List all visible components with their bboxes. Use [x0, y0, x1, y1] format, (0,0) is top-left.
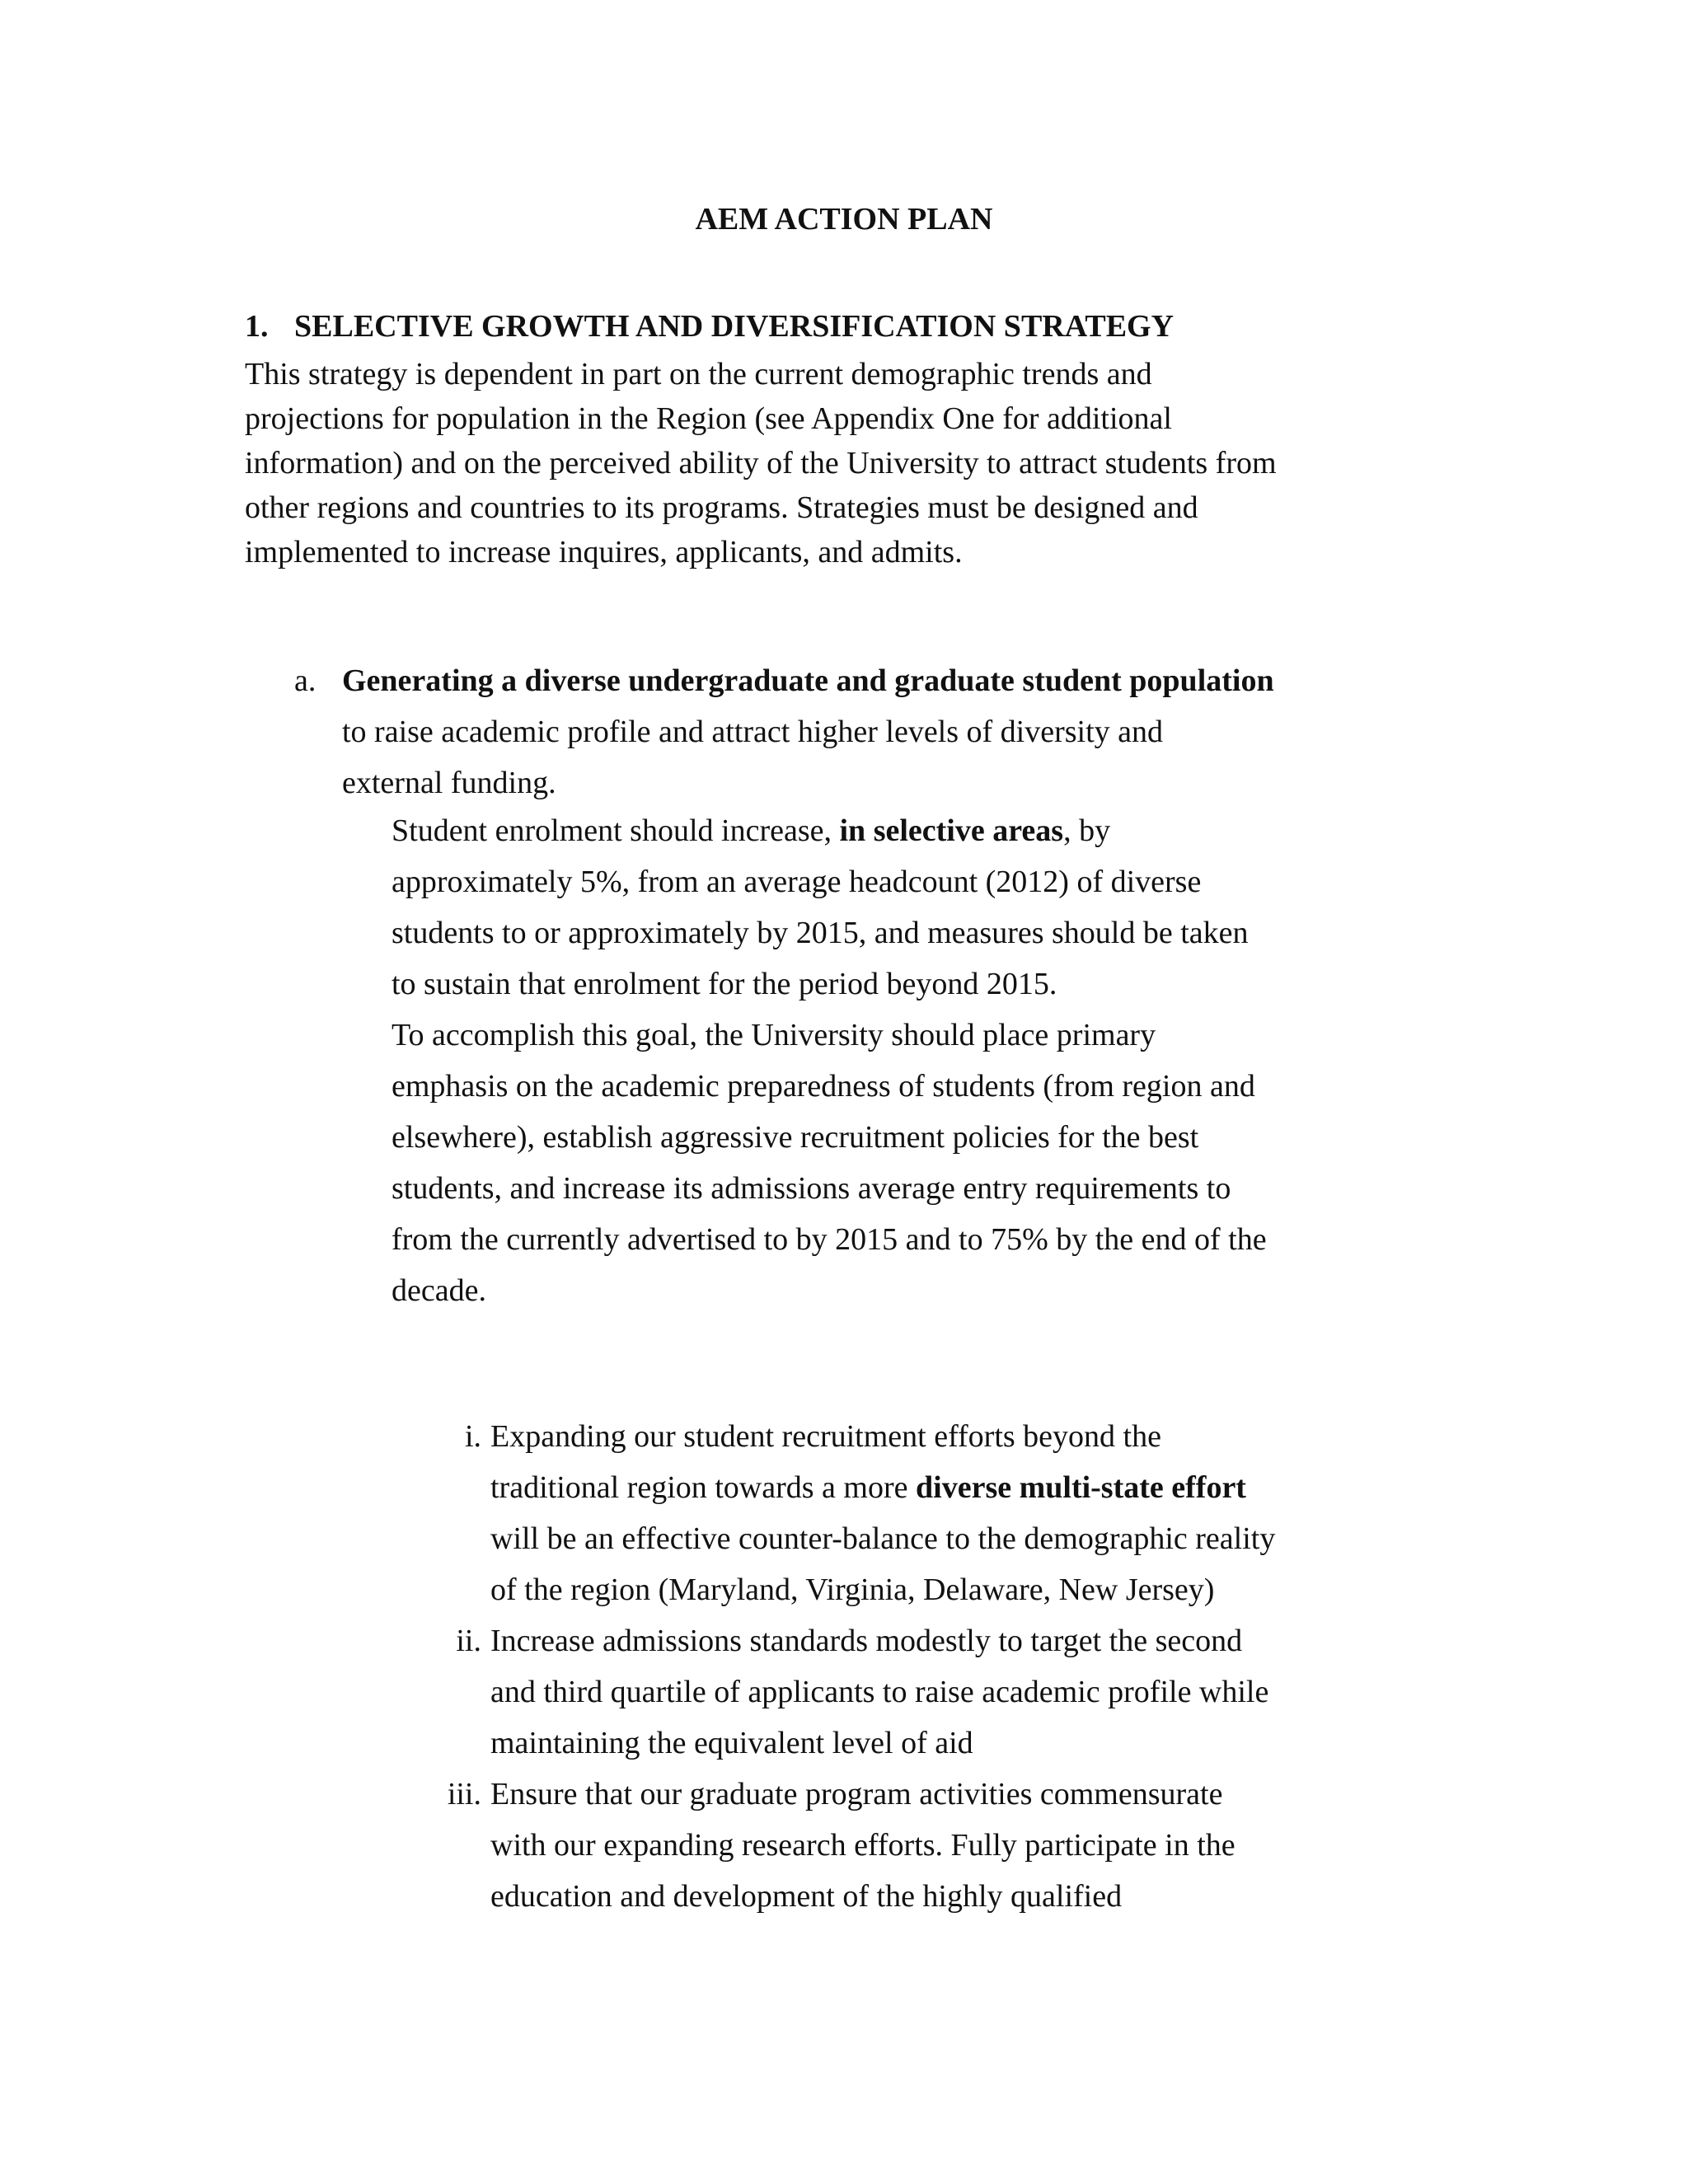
- list-item-line: education and development of the highly qualified: [490, 1879, 1123, 1914]
- list-item-line: with our expanding research efforts. Fully participate in the: [490, 1828, 1236, 1863]
- list-item: [412, 1411, 1484, 1615]
- intro-line: This strategy is dependent in part on the current demographic trends and: [245, 357, 1152, 391]
- section-intro: [245, 352, 1465, 574]
- subsection-a-bold-lead: Generating a diverse undergraduate and graduate student population: [342, 663, 1274, 698]
- subsection-a-line: to raise academic profile and attract higher levels of diversity and: [342, 715, 1164, 749]
- intro-line: projections for population in the Region (see Appendix One for additional: [245, 401, 1172, 436]
- paragraph-line: To accomplish this goal, the University should place primary: [392, 1018, 1156, 1052]
- list-item-line: Expanding our student recruitment efforts beyond the: [490, 1419, 1161, 1454]
- paragraph-enrolment: [392, 805, 1479, 1010]
- roman-list: [412, 1411, 1484, 1922]
- subsection-a-line: external funding.: [342, 766, 556, 800]
- paragraph-line: from the currently advertised to by 2015 and to 75% by the end of the: [392, 1222, 1267, 1257]
- paragraph-text: Student enrolment should increase,: [392, 813, 840, 848]
- intro-line: implemented to increase inquires, applicants, and admits.: [245, 535, 963, 569]
- document-title: AEM ACTION PLAN: [695, 202, 993, 237]
- section-number: 1.: [245, 309, 269, 344]
- list-item: [412, 1769, 1484, 1922]
- paragraph-goal: [392, 1010, 1479, 1316]
- paragraph-line: decade.: [392, 1273, 486, 1308]
- subsection-a-body: [342, 655, 1496, 808]
- list-item-line: [490, 1462, 1484, 1513]
- list-item-marker: ii.: [456, 1624, 481, 1658]
- paragraph-line: emphasis on the academic preparedness of students (from region and: [392, 1069, 1255, 1104]
- list-item-marker: iii.: [447, 1777, 481, 1811]
- list-item-line: and third quartile of applicants to raise academic profile while: [490, 1675, 1269, 1709]
- list-item-line: maintaining the equivalent level of aid: [490, 1726, 973, 1760]
- intro-line: information) and on the perceived ability of the University to attract students from: [245, 446, 1277, 480]
- list-item-line: Ensure that our graduate program activities commensurate: [490, 1777, 1223, 1811]
- list-item-marker: i.: [464, 1419, 481, 1454]
- subsection-marker: a.: [294, 663, 316, 698]
- list-item: [412, 1615, 1484, 1769]
- paragraph-bold-text: in selective areas: [839, 813, 1064, 848]
- list-item-bold-text: diverse multi-state effort: [916, 1470, 1246, 1505]
- list-item-line: Increase admissions standards modestly to target the second: [490, 1624, 1243, 1658]
- list-item-line: will be an effective counter-balance to the demographic reality: [490, 1521, 1276, 1556]
- section-heading-text: SELECTIVE GROWTH AND DIVERSIFICATION STRATEGY: [294, 309, 1175, 344]
- paragraph-line: students, and increase its admissions average entry requirements to: [392, 1171, 1231, 1206]
- paragraph-line: elsewhere), establish aggressive recruitment policies for the best: [392, 1120, 1199, 1155]
- paragraph-text: , by: [1063, 813, 1111, 848]
- list-item-text: traditional region towards a more: [490, 1470, 917, 1505]
- paragraph-line: [392, 805, 1479, 856]
- section-heading: [245, 302, 1174, 351]
- intro-line: other regions and countries to its programs. Strategies must be designed and: [245, 490, 1198, 525]
- paragraph-line: students to or approximately by 2015, and measures should be taken: [392, 916, 1249, 950]
- paragraph-line: to sustain that enrolment for the period beyond 2015.: [392, 967, 1057, 1001]
- list-item-line: of the region (Maryland, Virginia, Delaware, New Jersey): [490, 1572, 1215, 1607]
- paragraph-line: approximately 5%, from an average headcount (2012) of diverse: [392, 865, 1202, 899]
